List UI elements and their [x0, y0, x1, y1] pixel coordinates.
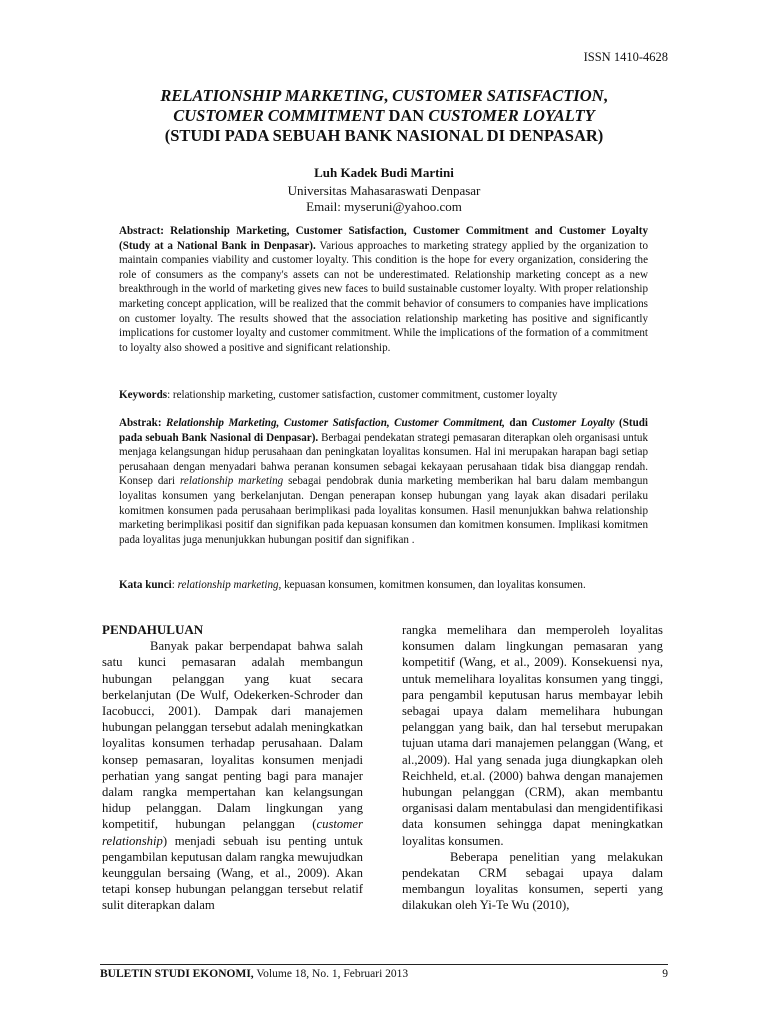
title-line-2: CUSTOMER COMMITMENT DAN CUSTOMER LOYALTY [173, 106, 595, 125]
abstract-id-label-a: Abstrak: [119, 417, 167, 429]
keywords-en-label: Keywords [119, 389, 168, 401]
issn-label: ISSN 1410-4628 [583, 50, 668, 64]
abstract-en-body: Various approaches to marketing strategy applied by the organization to maintain companies viability and customer loyalty. This condition is the hope for every organization, considering the role of consumers as the company's assets can not be underestimated. Relationship marketing concept as a new breakthrough in the world of marketing gives new faces to build sustainable customer loyalty. With proper relationship marketing concept application, will be realized that the commit behavior of consumers to companies have implications on customer loyalty. The results showed that the association relationship marketing has positive and significantly implications for customer loyalty and customer commitment. While the implications of the formation of a commitment to loyalty also showed a positive and significant relationship. [119, 239, 648, 354]
title-line-3: (STUDI PADA SEBUAH BANK NASIONAL DI DENPASAR) [164, 126, 604, 145]
body-column-right [402, 622, 663, 914]
keywords-id-italic: relationship marketing, [177, 579, 282, 591]
title-term-rm: RELATIONSHIP MARKETING [160, 86, 384, 105]
keywords-id-label: Kata kunci [119, 579, 172, 591]
body-paragraph: rangka memelihara dan memperoleh loyalitas konsumen dalam lingkungan pemasaran yang kompetitif (Wang, et al., 2009). Konsekuensi nya, untuk memelihara loyalitas konsumen yang tinggi, para pengambil keputusan harus membayar lebih sebagai upaya dalam memelihara hubungan pelanggan yang baik, dan hal tersebut merupakan tujuan utama dari manajemen pelanggan (Wang, et al.,2009). Hal yang senada juga diungkapkan oleh Reichheld, et.al. (2000) bahwa dengan manajemen hubungan pelanggan (CRM), akan membantu organisasi dalam mentabulasi dan mengidentifikasi data konsumen sehingga dapat meningkatkan loyalitas konsumen. [402, 623, 663, 848]
abstract-english [119, 224, 648, 355]
page-footer [100, 968, 668, 980]
author-block [100, 165, 668, 215]
title-term-cs: CUSTOMER SATISFACTION [392, 86, 604, 105]
body-paragraph: Banyak pakar berpendapat bahwa salah satu kunci pemasaran adalah membangun hubungan pelanggan yang kuat secara berkelanjutan (De Wulf, Odekerken-Schroder dan Iacobucci, 2001). Dampak dari manajemen hubungan pelanggan tersebut adalah meningkatkan loyalitas konsumen terhadap perusahaan. Dalam konsep pemasaran, loyalitas konsumen menjadi perhatian yang sangat penting bagi para manajer dalam rangka mempertahan kan kelangsungan hidup pelanggan. Dalam lingkungan yang kompetitif, hubungan pelanggan (customer relationship) menjadi sebuah isu penting untuk pengambilan keputusan dalam rangka mewujudkan keunggulan bersaing (Wang, et al., 2009). Akan tetapi konsep hubungan pelanggan tersebut relatif sulit diterapkan dalam [102, 639, 363, 913]
title-term-cc: CUSTOMER COMMITMENT [173, 106, 385, 125]
author-email: Email: myseruni@yahoo.com [306, 199, 462, 214]
keywords-id-text: kepuasan konsumen, komitmen konsumen, dan loyalitas konsumen. [281, 579, 586, 591]
author-name: Luh Kadek Budi Martini [314, 165, 454, 180]
abstract-id-label-c: dan [504, 417, 532, 429]
body-column-left [102, 622, 363, 914]
abstract-id-body-b: relationship marketing [180, 475, 284, 488]
abstract-id-label-e: (Studi pada sebuah Bank Nasional di Denpasar). [119, 417, 648, 444]
author-affiliation: Universitas Mahasaraswati Denpasar [287, 183, 481, 198]
abstract-id-label-d: Customer Loyalty [531, 417, 615, 429]
footer-journal: BULETIN STUDI EKONOMI, Volume 18, No. 1, Februari 2013 [100, 968, 409, 980]
abstract-en-label: Abstract: Relationship Marketing, Customer Satisfaction, Customer Commitment and Customer Loyalty (Study at a National Bank in Denpasar). [119, 225, 648, 252]
page-number: 9 [662, 968, 668, 980]
body-paragraph: Beberapa penelitian yang melakukan pendekatan CRM sebagai upaya dalam membangun loyalitas konsumen, seperti yang dilakukan oleh Yi-Te Wu (2010), [402, 849, 663, 913]
keywords-english [119, 388, 648, 403]
abstract-id-label-b: Relationship Marketing, Customer Satisfaction, Customer Commitment, [166, 417, 505, 429]
italic-term: customer relationship [102, 817, 363, 848]
paper-title [100, 86, 668, 146]
title-term-cl: CUSTOMER LOYALTY [428, 106, 595, 125]
abstract-id-body-c: sebagai pendobrak dunia marketing memberikan hal baru dalam membangun loyalitas konsumen yang berkelanjutan. Dengan penerapan konsep hubungan yang layak akan disadari perilaku komitmen konsumen pada perusahaan berimplikasi pada loyalitas konsumen. Hasil menunjukkan bahwa relationship marketing berimplikasi positif dan signifikan pada kepuasan konsumen dan komitmen konsumen. Implikasi komitmen pada loyalitas juga menunjukkan hubungan positif dan signifikan . [119, 475, 648, 546]
keywords-indonesian: Kata kunci: relationship marketing, kepuasan konsumen, komitmen konsumen, dan loyalitas konsumen. [119, 579, 586, 591]
title-line-1: RELATIONSHIP MARKETING, CUSTOMER SATISFACTION, [160, 86, 608, 105]
footer-rule [100, 964, 668, 965]
abstract-indonesian [119, 416, 648, 547]
section-heading: PENDAHULUAN [102, 622, 204, 637]
abstract-id-body-a: Berbagai pendekatan strategi pemasaran diterapkan oleh organisasi untuk menjaga kelangsungan hidup perusahaan dan peningkatan loyalitas konsumen. Hal ini merupakan harapan bagi setiap perusahaan dengan menyadari bahwa peranan konsumen sebagai kekayaan perusahaan tidak bisa dianggap rendah. Konsep dari [119, 431, 648, 488]
keywords-en-text: : relationship marketing, customer satisfaction, customer commitment, customer loyalty [167, 389, 558, 401]
